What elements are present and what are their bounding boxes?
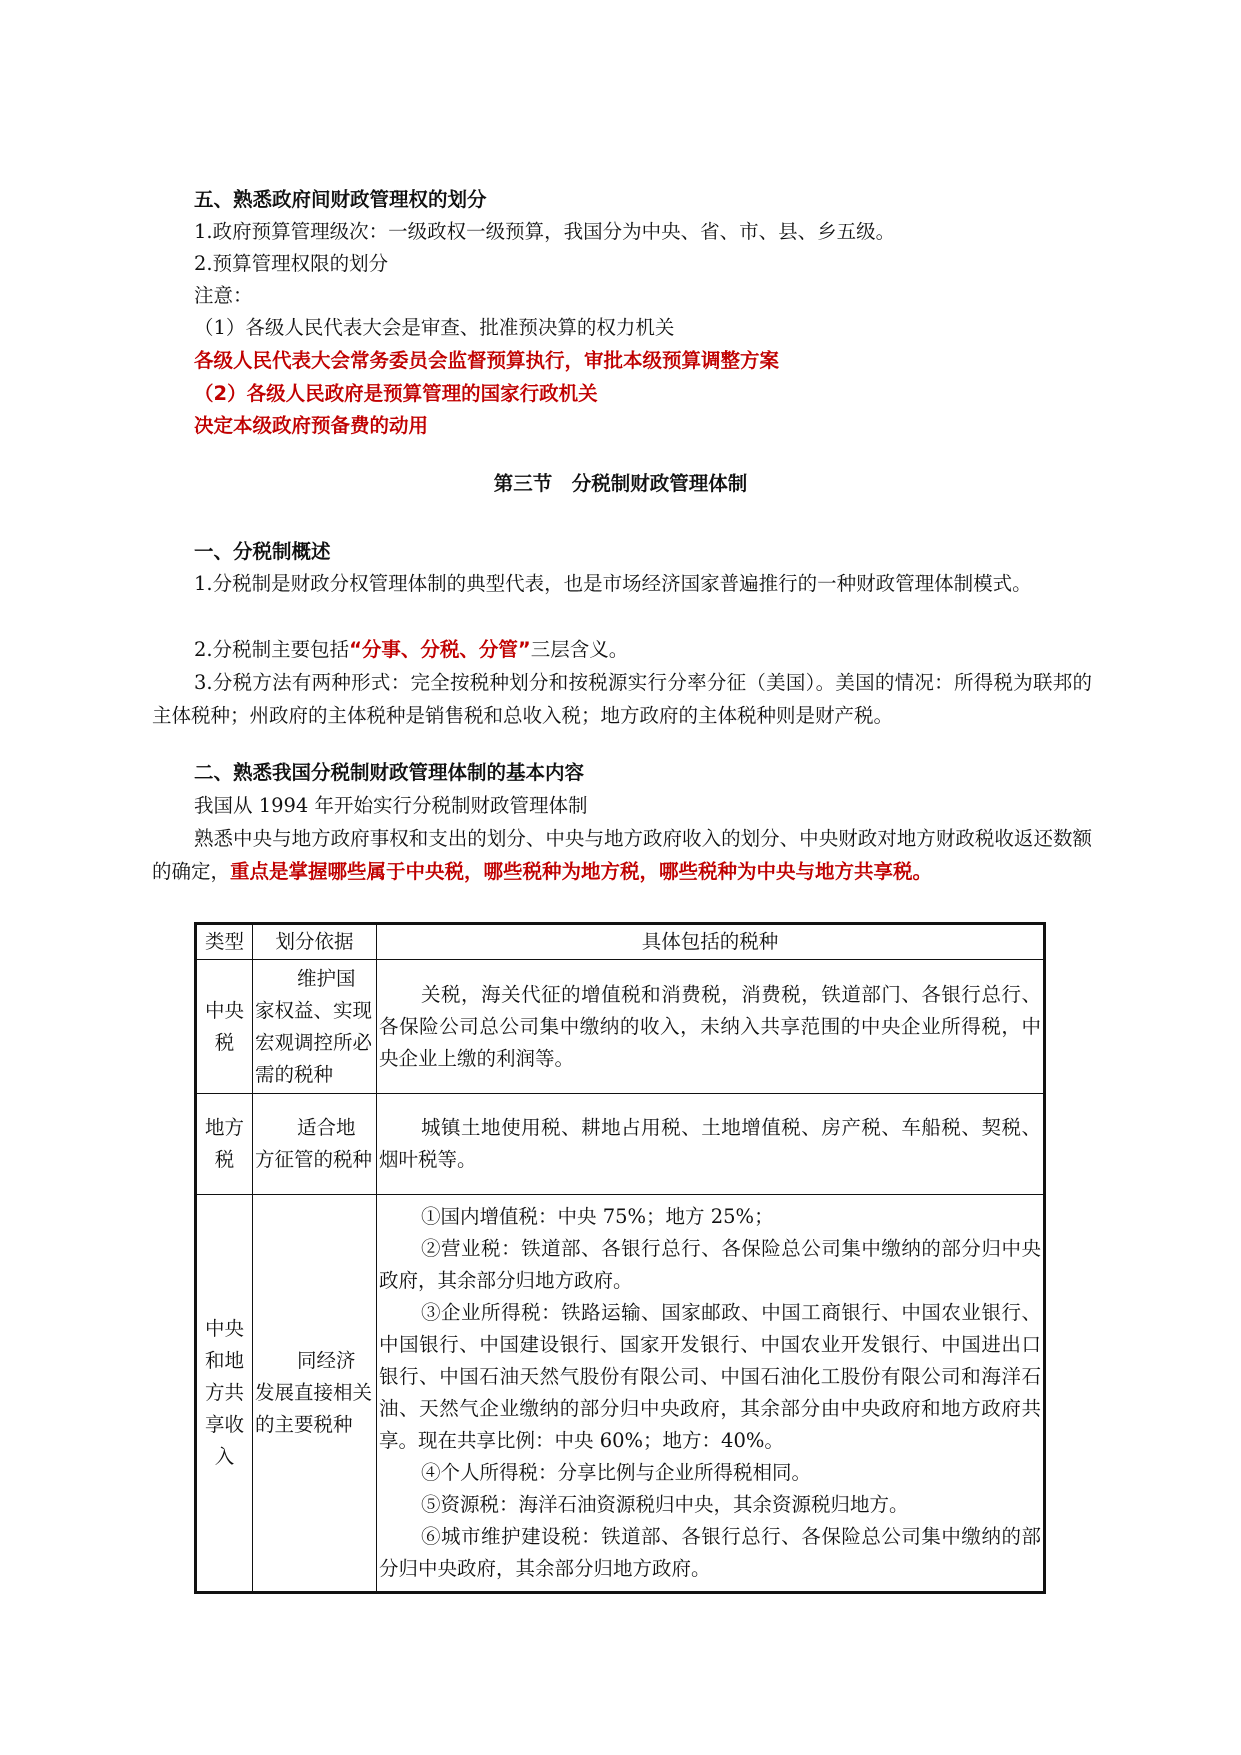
section-title: 第三节 分税制财政管理体制	[493, 472, 748, 495]
tax-item: ①国内增值税：中央 75%；地方 25%；	[421, 1205, 774, 1228]
tax-item: ⑥城市维护建设税：铁道部、各银行总行、各保险总公司集中缴纳的部分归中央政府，其余部分归地方政府。	[379, 1525, 1041, 1580]
tax-type-cell: 中央税	[196, 960, 253, 1094]
paragraph: 我国从 1994 年开始实行分税制财政管理体制	[194, 794, 588, 817]
table-header-row	[196, 924, 1045, 960]
highlight-line: 各级人民代表大会常务委员会监督预算执行，审批本级预算调整方案	[194, 349, 780, 372]
paragraph-line: 1.政府预算管理级次：一级政权一级预算，我国分为中央、省、市、县、乡五级。	[194, 220, 896, 243]
paragraph: 3.分税方法有两种形式：完全按税种划分和按税源实行分率分征（美国）。美国的情况：所得税为联邦的主体税种；州政府的主体税种是销售税和总收入税；地方政府的主体税种则是财产税。	[152, 671, 1092, 727]
paragraph	[152, 822, 1092, 888]
taxes-cell	[377, 1195, 1045, 1593]
basis-cell: 同经济发展直接相关的主要税种	[253, 1195, 377, 1593]
table-row	[196, 1195, 1045, 1593]
taxes-cell	[377, 1094, 1045, 1195]
paragraph	[152, 633, 1092, 666]
table-header-cell: 具体包括的税种	[377, 924, 1045, 960]
paragraph-line: 注意：	[194, 284, 253, 307]
taxes-cell	[377, 960, 1045, 1094]
highlight-text: 重点是掌握哪些属于中央税，哪些税种为地方税，哪些税种为中央与地方共享税。	[230, 860, 933, 883]
tax-item: 城镇土地使用税、耕地占用税、土地增值税、房产税、车船税、契税、烟叶税等。	[379, 1116, 1041, 1171]
section-heading-1: 一、分税制概述	[194, 540, 331, 563]
tax-item: ③企业所得税：铁路运输、国家邮政、中国工商银行、中国农业银行、中国银行、中国建设银行、国家开发银行、中国农业开发银行、中国进出口银行、中国石油天然气股份有限公司、中国石油化工股份有限公司和海洋石油、天然气企业缴纳的部分归中央政府，其余部分由中央政府和地方政府共享。现在共享比例：中央 60%；地方：40%。	[379, 1301, 1041, 1452]
basis-cell: 适合地方征管的税种	[253, 1094, 377, 1195]
paragraph-text: 熟悉中央与地方政府事权和支出的划分、中央与地方政府收入的划分、中央财政对地方财政税收返还数额的确定，	[152, 827, 1092, 883]
table-row	[196, 960, 1045, 1094]
highlight-line: 决定本级政府预备费的动用	[194, 414, 429, 437]
table-header-cell: 划分依据	[253, 924, 377, 960]
tax-item: ④个人所得税：分享比例与企业所得税相同。	[421, 1461, 812, 1484]
paragraph-line: 2.预算管理权限的划分	[194, 252, 389, 275]
basis-cell: 维护国家权益、实现宏观调控所必需的税种	[253, 960, 377, 1094]
table-row	[196, 1094, 1045, 1195]
tax-type-cell: 地方税	[196, 1094, 253, 1195]
tax-table	[194, 922, 1046, 1594]
tax-item: 关税，海关代征的增值税和消费税，消费税，铁道部门、各银行总行、各保险公司总公司集中缴纳的收入，未纳入共享范围的中央企业所得税，中央企业上缴的利润等。	[379, 982, 1041, 1070]
highlight-line: （2）各级人民政府是预算管理的国家行政机关	[194, 382, 598, 405]
paragraph: 1.分税制是财政分权管理体制的典型代表，也是市场经济国家普遍推行的一种财政管理体制模式。	[194, 572, 1032, 595]
tax-type-cell: 中央和地方共享收入	[196, 1195, 253, 1593]
paragraph-text: 三层含义。	[530, 638, 629, 661]
tax-item: ⑤资源税：海洋石油资源税归中央，其余资源税归地方。	[421, 1493, 909, 1516]
table-header-cell: 类型	[196, 924, 253, 960]
highlight-text: “分事、分税、分管”	[349, 638, 531, 661]
paragraph-text: 2.分税制主要包括	[194, 638, 350, 661]
section-heading-5: 五、熟悉政府间财政管理权的划分	[194, 188, 487, 211]
section-heading-2: 二、熟悉我国分税制财政管理体制的基本内容	[194, 761, 585, 784]
tax-item: ②营业税：铁道部、各银行总行、各保险总公司集中缴纳的部分归中央政府，其余部分归地方政府。	[379, 1237, 1041, 1292]
paragraph-line: （1）各级人民代表大会是审查、批准预决算的权力机关	[194, 316, 675, 339]
